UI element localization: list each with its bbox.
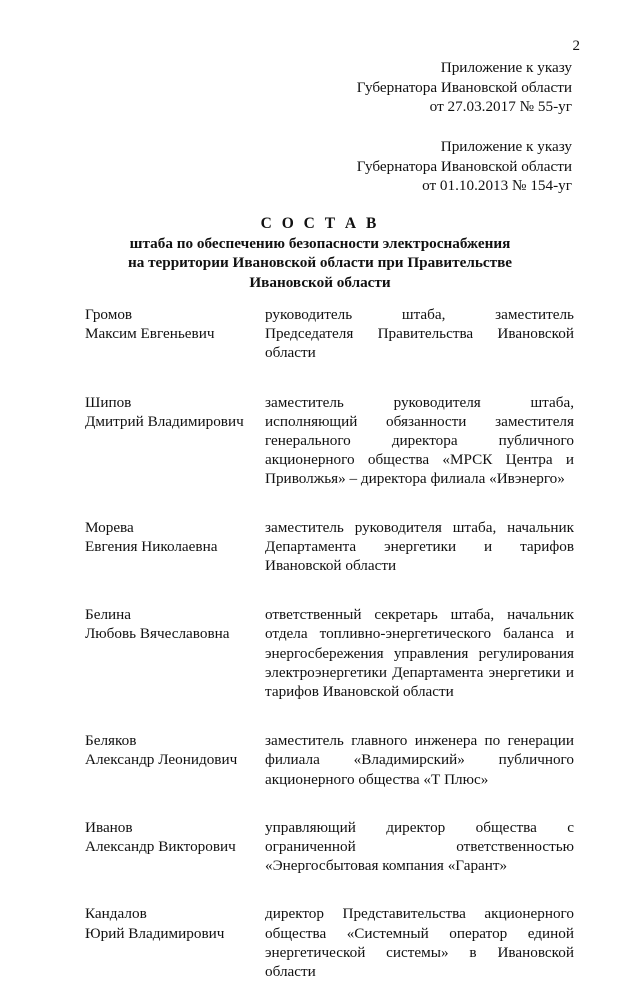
member-entry (85, 904, 574, 981)
appendix-line: от 27.03.2017 № 55-уг (429, 98, 572, 115)
member-role: директор Представительства акционерного общества «Системный оператор единой энергетической системы» в Ивановской области (265, 905, 574, 981)
member-given-names: Любовь Вячеславовна (85, 625, 230, 643)
member-surname: Шипов (85, 393, 132, 411)
member-role: управляющий директор общества с ограниченной ответственностью «Энергосбытовая компания «Гарант» (265, 818, 574, 875)
member-entry (85, 731, 574, 789)
appendix-block-current (357, 58, 572, 117)
member-role: заместитель главного инженера по генерации филиала «Владимирский» публичного акционерного общества «Т Плюс» (265, 732, 574, 788)
member-given-names: Максим Евгеньевич (85, 325, 215, 343)
appendix-line: Губернатора Ивановской области (356, 78, 572, 96)
member-given-names: Александр Леонидович (85, 751, 238, 769)
appendix-line: от 01.10.2013 № 154-уг (422, 177, 572, 194)
page-number: 2 (572, 38, 580, 54)
member-role: заместитель руководителя штаба, исполняющий обязанности заместителя генерального директора публичного акционерного общества «МРСК Центра и Приволжья» – директора филиала «Ивэнерго» (265, 393, 574, 488)
member-given-names: Евгения Николаевна (85, 537, 218, 555)
member-role: заместитель руководителя штаба, начальник Департамента энергетики и тарифов Ивановской области (265, 518, 574, 575)
member-role: ответственный секретарь штаба, начальник отдела топливно-энергетического баланса и энергосбережения управления регулирования электроэнергетики Департамента энергетики и тарифов Ивановской области (265, 606, 574, 701)
members-list (85, 305, 574, 981)
member-surname: Иванов (85, 818, 133, 836)
member-surname: Беляков (85, 732, 137, 750)
member-entry (85, 305, 574, 363)
member-surname: Морева (85, 518, 134, 536)
title-subtitle-line: штаба по обеспечению безопасности электроснабжения (129, 234, 511, 252)
member-name (85, 393, 265, 431)
appendix-line: Приложение к указу (440, 59, 572, 76)
member-given-names: Юрий Владимирович (85, 924, 225, 942)
title-heading: С О С Т А В (260, 215, 380, 232)
member-surname: Белина (85, 606, 132, 624)
member-surname: Кандалов (85, 905, 147, 923)
member-name (85, 305, 265, 343)
member-given-names: Дмитрий Владимирович (85, 412, 244, 430)
document-title (60, 214, 580, 292)
member-name (85, 818, 265, 856)
member-entry (85, 518, 574, 576)
appendix-line: Губернатора Ивановской области (356, 157, 572, 175)
member-given-names: Александр Викторович (85, 838, 236, 856)
member-name (85, 605, 265, 643)
member-name (85, 731, 265, 769)
title-subtitle-line: Ивановской области (249, 273, 391, 291)
member-surname: Громов (85, 306, 133, 323)
member-role: руководитель штаба, заместитель Председателя Правительства Ивановской области (265, 306, 574, 362)
appendix-block-original (357, 137, 572, 196)
member-entry (85, 818, 574, 876)
member-name (85, 518, 265, 556)
member-entry (85, 393, 574, 489)
member-name (85, 904, 265, 942)
appendix-line: Приложение к указу (440, 138, 572, 155)
member-entry (85, 605, 574, 701)
title-subtitle-line: на территории Ивановской области при Правительстве (127, 254, 513, 271)
